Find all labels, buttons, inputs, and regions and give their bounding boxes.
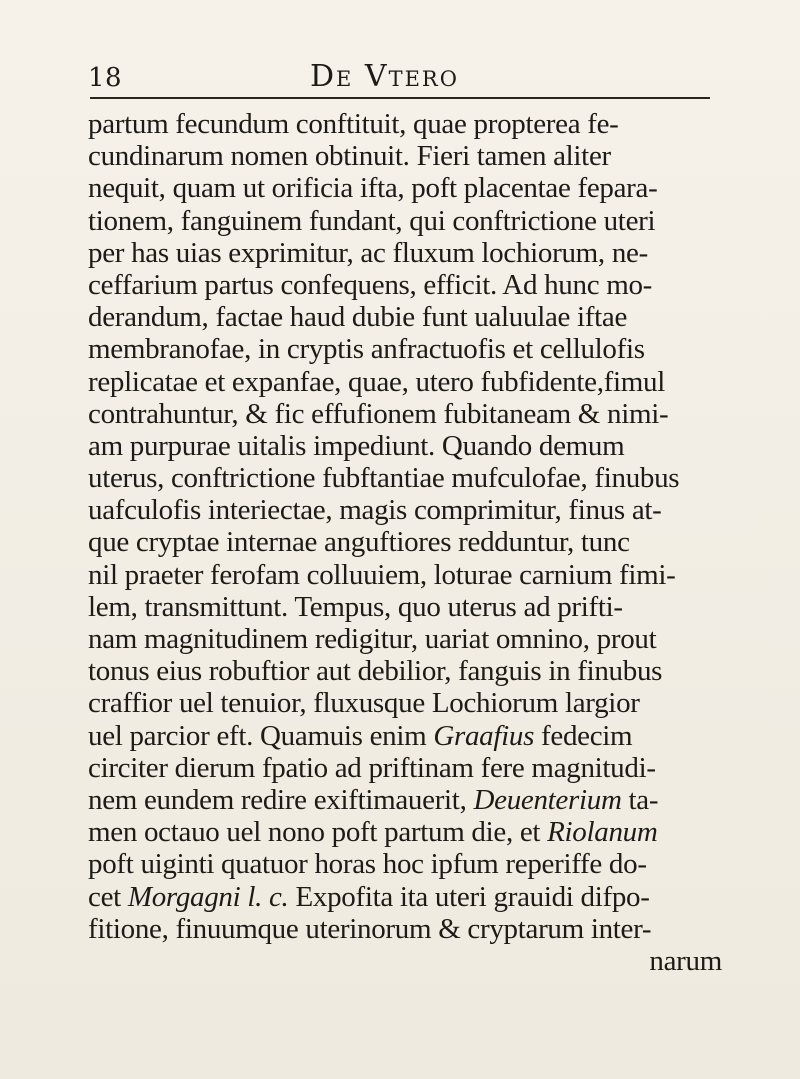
line-text: fedecim [541, 719, 633, 752]
text-line: nequit, quam ut orificia ifta, poft placentae fepara- [88, 172, 658, 205]
catchword: narum [649, 944, 722, 977]
text-line: replicatae et expanfae, quae, utero fubfidente,fimul [88, 365, 665, 398]
text-line: ceffarium partus confequens, efficit. Ad hunc mo- [88, 268, 653, 301]
text-line: tonus eius robuftior aut debilior, fanguis in finubus [88, 655, 663, 688]
text-line: circiter dierum fpatio ad priftinam fere magnitudi- [88, 751, 656, 784]
text-line: nil praeter ferofam colluuiem, loturae carnium fimi- [88, 558, 676, 591]
text-line: nam magnitudinem redigitur, uariat omnino, prout [88, 623, 657, 655]
italic-name: Graafius [433, 719, 535, 752]
text-line: am purpurae uitalis impediunt. Quando demum [88, 429, 625, 462]
page-number: 18 [88, 63, 123, 93]
text-line: derandum, factae haud dubie funt ualuulae iftae [88, 301, 628, 334]
line-text: nem eundem redire exiftimauerit, [88, 783, 467, 816]
text-line: poft uiginti quatuor horas hoc ipfum reperiffe do- [88, 848, 647, 881]
text-line [88, 816, 738, 848]
italic-name: Deuenterium [473, 783, 622, 816]
text-line: craffior uel tenuior, fluxusque Lochiorum largior [88, 687, 640, 720]
text-line: membranofae, in cryptis anfractuofis et cellulofis [88, 333, 645, 366]
italic-name: Riolanum [547, 816, 658, 849]
header-rule [90, 97, 710, 99]
text-line [88, 720, 738, 752]
line-text: cet [88, 880, 121, 913]
page-header [88, 59, 718, 100]
line-text: Expofita ita uteri grauidi difpo- [295, 880, 650, 913]
text-line: cundinarum nomen obtinuit. Fieri tamen aliter [88, 140, 611, 173]
text-line: uafculofis interiectae, magis comprimitur, finus at- [88, 494, 662, 527]
text-line: tionem, fanguinem fundant, qui conftrictione uteri [88, 204, 656, 237]
text-line: fitione, finuumque uterinorum & cryptarum inter- [88, 912, 652, 945]
text-line [88, 784, 738, 816]
line-text: men octauo uel nono poft partum die, et [88, 816, 541, 849]
main-text [88, 108, 738, 977]
text-line: partum fecundum conftituit, quae propterea fe- [88, 108, 619, 140]
text-line: contrahuntur, & fic effufionem fubitaneam & nimi- [88, 397, 669, 430]
text-line [88, 881, 738, 913]
line-text: uel parcior eft. Quamuis enim [88, 719, 427, 752]
text-line: uterus, conftrictione fubftantiae mufculofae, finubus [88, 462, 680, 495]
italic-reference: Morgagni l. c. [127, 880, 289, 913]
text-line: lem, transmittunt. Tempus, quo uterus ad prifti- [88, 590, 623, 623]
text-line: que cryptae internae anguftiores redduntur, tunc [88, 526, 630, 559]
text-line: per has uias exprimitur, ac fluxum lochiorum, ne- [88, 236, 648, 269]
line-text: ta- [628, 783, 659, 816]
running-title: De Vtero [310, 59, 459, 94]
